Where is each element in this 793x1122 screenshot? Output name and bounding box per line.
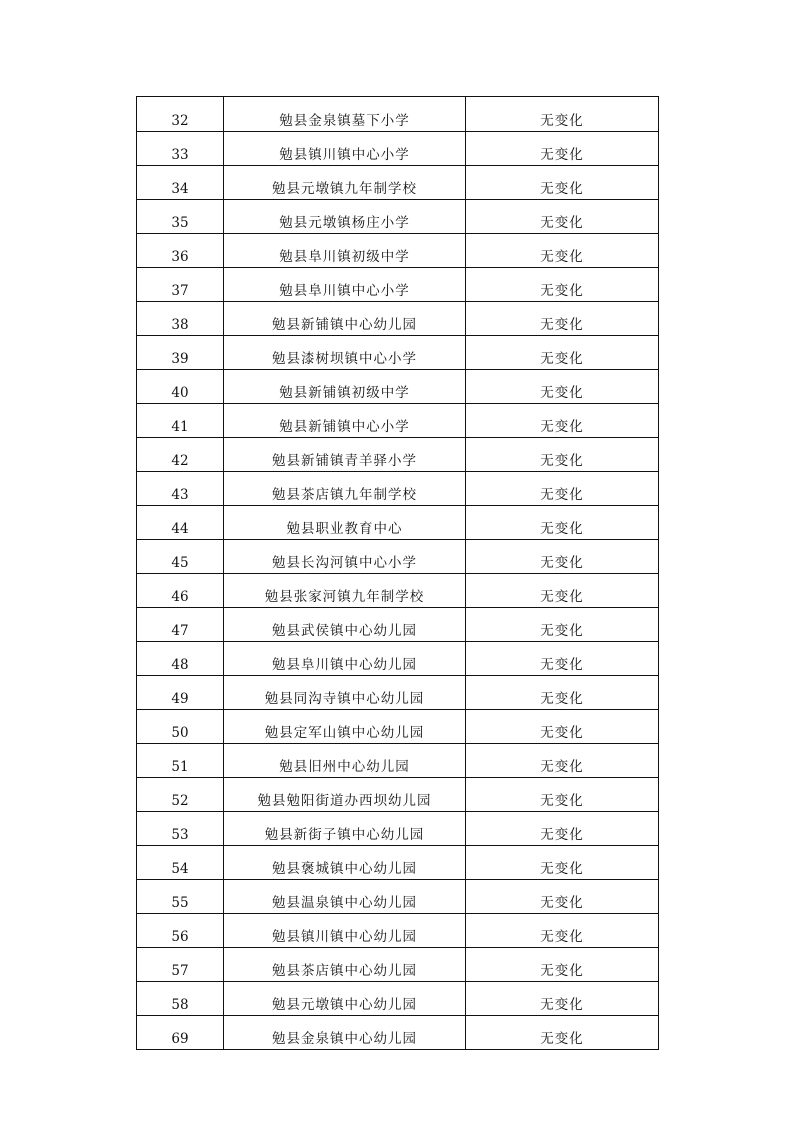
table-row [137,880,659,914]
change-status: 无变化 [466,506,659,540]
school-name: 勉县新铺镇青羊驿小学 [224,438,466,472]
school-name: 勉县新铺镇初级中学 [224,370,466,404]
row-number: 45 [137,540,224,574]
table-row [137,540,659,574]
school-name: 勉县长沟河镇中心小学 [224,540,466,574]
row-number: 55 [137,880,224,914]
school-name: 勉县新铺镇中心幼儿园 [224,302,466,336]
row-number: 50 [137,710,224,744]
row-number: 47 [137,608,224,642]
row-number: 33 [137,132,224,166]
change-status: 无变化 [466,574,659,608]
table-row [137,846,659,880]
school-name: 勉县茶店镇中心幼儿园 [224,948,466,982]
change-status: 无变化 [466,778,659,812]
row-number: 32 [137,97,224,132]
table-row [137,404,659,438]
school-name: 勉县茶店镇九年制学校 [224,472,466,506]
row-number: 42 [137,438,224,472]
change-status: 无变化 [466,234,659,268]
table-row [137,438,659,472]
table-body [137,97,659,1050]
table-row [137,302,659,336]
school-name: 勉县镇川镇中心小学 [224,132,466,166]
change-status: 无变化 [466,914,659,948]
change-status: 无变化 [466,540,659,574]
change-status: 无变化 [466,1016,659,1050]
change-status: 无变化 [466,302,659,336]
table-row [137,778,659,812]
table-row [137,268,659,302]
change-status: 无变化 [466,608,659,642]
table-row [137,1016,659,1050]
table-row [137,608,659,642]
change-status: 无变化 [466,200,659,234]
row-number: 56 [137,914,224,948]
school-name: 勉县元墩镇九年制学校 [224,166,466,200]
school-name: 勉县武侯镇中心幼儿园 [224,608,466,642]
change-status: 无变化 [466,268,659,302]
school-name: 勉县元墩镇中心幼儿园 [224,982,466,1016]
change-status: 无变化 [466,982,659,1016]
row-number: 53 [137,812,224,846]
row-number: 44 [137,506,224,540]
change-status: 无变化 [466,336,659,370]
row-number: 52 [137,778,224,812]
row-number: 40 [137,370,224,404]
change-status: 无变化 [466,880,659,914]
table-row [137,97,659,132]
change-status: 无变化 [466,812,659,846]
row-number: 57 [137,948,224,982]
school-name: 勉县温泉镇中心幼儿园 [224,880,466,914]
row-number: 49 [137,676,224,710]
row-number: 54 [137,846,224,880]
school-name: 勉县新街子镇中心幼儿园 [224,812,466,846]
table-row [137,200,659,234]
school-name: 勉县同沟寺镇中心幼儿园 [224,676,466,710]
row-number: 48 [137,642,224,676]
school-name: 勉县阜川镇中心小学 [224,268,466,302]
row-number: 38 [137,302,224,336]
school-name: 勉县金泉镇中心幼儿园 [224,1016,466,1050]
school-name: 勉县褒城镇中心幼儿园 [224,846,466,880]
change-status: 无变化 [466,676,659,710]
row-number: 35 [137,200,224,234]
row-number: 46 [137,574,224,608]
row-number: 41 [137,404,224,438]
school-name: 勉县阜川镇中心幼儿园 [224,642,466,676]
school-name: 勉县漆树坝镇中心小学 [224,336,466,370]
school-name: 勉县阜川镇初级中学 [224,234,466,268]
change-status: 无变化 [466,438,659,472]
table-row [137,676,659,710]
change-status: 无变化 [466,97,659,132]
table-row [137,472,659,506]
row-number: 39 [137,336,224,370]
school-name: 勉县勉阳街道办西坝幼儿园 [224,778,466,812]
change-status: 无变化 [466,166,659,200]
school-name: 勉县镇川镇中心幼儿园 [224,914,466,948]
change-status: 无变化 [466,744,659,778]
table-row [137,370,659,404]
school-name: 勉县张家河镇九年制学校 [224,574,466,608]
school-name: 勉县元墩镇杨庄小学 [224,200,466,234]
table-row [137,166,659,200]
table-row [137,336,659,370]
row-number: 34 [137,166,224,200]
row-number: 69 [137,1016,224,1050]
change-status: 无变化 [466,710,659,744]
table-row [137,574,659,608]
row-number: 51 [137,744,224,778]
school-status-table [136,96,659,1050]
table-row [137,234,659,268]
table-row [137,710,659,744]
table-row [137,982,659,1016]
table-row [137,506,659,540]
table-row [137,812,659,846]
change-status: 无变化 [466,132,659,166]
change-status: 无变化 [466,948,659,982]
school-name: 勉县新铺镇中心小学 [224,404,466,438]
school-name: 勉县金泉镇墓下小学 [224,97,466,132]
row-number: 36 [137,234,224,268]
row-number: 43 [137,472,224,506]
row-number: 58 [137,982,224,1016]
school-name: 勉县旧州中心幼儿园 [224,744,466,778]
change-status: 无变化 [466,642,659,676]
change-status: 无变化 [466,404,659,438]
table-row [137,744,659,778]
school-name: 勉县职业教育中心 [224,506,466,540]
school-name: 勉县定军山镇中心幼儿园 [224,710,466,744]
table-row [137,642,659,676]
table-row [137,948,659,982]
change-status: 无变化 [466,846,659,880]
table-row [137,132,659,166]
row-number: 37 [137,268,224,302]
change-status: 无变化 [466,472,659,506]
change-status: 无变化 [466,370,659,404]
table-row [137,914,659,948]
